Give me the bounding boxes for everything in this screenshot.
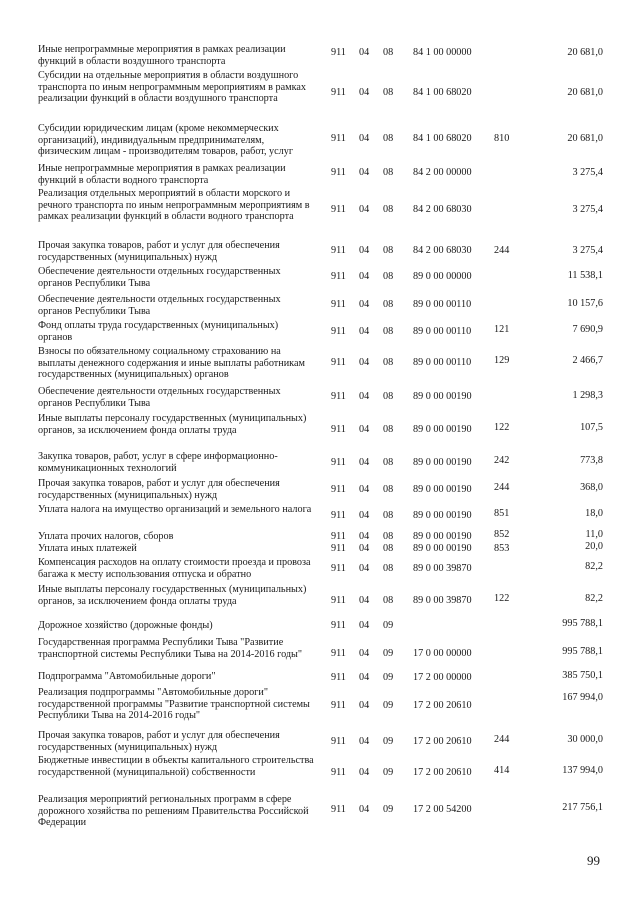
row-name: Иные непрограммные мероприятия в рамках реализации функций в области воздушного транспорта <box>38 44 286 67</box>
row-sum: 995 788,1 <box>562 618 603 629</box>
row-name: Реализация мероприятий региональных программ в сфере дорожного хозяйства по решениям Правительства Российской Федерации <box>38 794 309 828</box>
row-target-article: 84 1 00 68020 <box>413 87 472 98</box>
row-section: 04 <box>359 563 370 574</box>
row-ved: 911 <box>331 167 346 178</box>
row-ved: 911 <box>331 271 346 282</box>
row-target-article: 89 0 00 39870 <box>413 563 472 574</box>
row-ved: 911 <box>331 672 346 683</box>
row-subsection: 09 <box>383 648 394 659</box>
row-subsection: 09 <box>383 804 394 815</box>
row-name: Уплата прочих налогов, сборов <box>38 531 174 542</box>
row-subsection: 08 <box>383 357 394 368</box>
row-expense-type: 852 <box>494 529 510 540</box>
row-sum: 1 298,3 <box>572 390 603 401</box>
row-section: 04 <box>359 767 370 778</box>
row-subsection: 08 <box>383 204 394 215</box>
row-sum: 137 994,0 <box>562 765 603 776</box>
row-target-article: 89 0 00 00190 <box>413 543 472 554</box>
row-name: Уплата налога на имущество организаций и земельного налога <box>38 504 312 515</box>
row-section: 04 <box>359 424 370 435</box>
row-sum: 368,0 <box>580 482 603 493</box>
row-sum: 7 690,9 <box>572 324 603 335</box>
row-section: 04 <box>359 357 370 368</box>
row-name: Субсидии юридическим лицам (кроме некоммерческих организаций), индивидуальным предпринимателям, физическим лицам - производителям товаров, работ, услуг <box>38 123 294 157</box>
row-ved: 911 <box>331 736 346 747</box>
row-ved: 911 <box>331 543 346 554</box>
row-ved: 911 <box>331 767 346 778</box>
row-name: Дорожное хозяйство (дорожные фонды) <box>38 620 213 631</box>
row-sum: 3 275,4 <box>572 167 603 178</box>
row-ved: 911 <box>331 484 346 495</box>
row-section: 04 <box>359 531 370 542</box>
row-sum: 11 538,1 <box>567 270 603 281</box>
row-name: Реализация отдельных мероприятий в области морского и речного транспорта по иным непрограммным мероприятиям в рамках реализации функций в области водного транспорта <box>38 188 310 222</box>
row-sum: 30 000,0 <box>567 734 603 745</box>
row-section: 04 <box>359 736 370 747</box>
row-ved: 911 <box>331 700 346 711</box>
row-name: Компенсация расходов на оплату стоимости проезда и провоза багажа к месту использования отпуска и обратно <box>38 557 311 580</box>
row-target-article: 17 2 00 00000 <box>413 672 472 683</box>
row-sum: 18,0 <box>585 508 603 519</box>
row-section: 04 <box>359 245 370 256</box>
row-ved: 911 <box>331 457 346 468</box>
row-subsection: 08 <box>383 326 394 337</box>
row-section: 04 <box>359 543 370 554</box>
row-section: 04 <box>359 299 370 310</box>
row-target-article: 17 0 00 00000 <box>413 648 472 659</box>
row-sum: 20 681,0 <box>567 87 603 98</box>
row-sum: 995 788,1 <box>562 646 603 657</box>
row-subsection: 08 <box>383 87 394 98</box>
row-section: 04 <box>359 510 370 521</box>
row-ved: 911 <box>331 510 346 521</box>
row-name: Иные непрограммные мероприятия в рамках реализации функций в области водного транспорта <box>38 163 286 186</box>
row-section: 04 <box>359 391 370 402</box>
row-subsection: 08 <box>383 510 394 521</box>
row-target-article: 89 0 00 00190 <box>413 424 472 435</box>
row-sum: 20 681,0 <box>567 47 603 58</box>
row-subsection: 08 <box>383 245 394 256</box>
row-ved: 911 <box>331 563 346 574</box>
row-ved: 911 <box>331 357 346 368</box>
row-name: Иные выплаты персоналу государственных (муниципальных) органов, за исключением фонда оплаты труда <box>38 584 307 607</box>
row-ved: 911 <box>331 804 346 815</box>
row-subsection: 08 <box>383 167 394 178</box>
row-name: Прочая закупка товаров, работ и услуг для обеспечения государственных (муниципальных) нужд <box>38 240 280 263</box>
row-target-article: 89 0 00 00110 <box>413 357 472 368</box>
row-section: 04 <box>359 672 370 683</box>
row-target-article: 84 1 00 68020 <box>413 133 472 144</box>
row-ved: 911 <box>331 595 346 606</box>
row-name: Подпрограмма "Автомобильные дороги" <box>38 671 216 682</box>
row-subsection: 09 <box>383 767 394 778</box>
row-target-article: 17 2 00 54200 <box>413 804 472 815</box>
row-target-article: 89 0 00 00190 <box>413 457 472 468</box>
row-name: Реализация подпрограммы "Автомобильные дороги" государственной программы "Развитие транспортной системы Республики Тыва на 2014-2016 годы" <box>38 687 310 721</box>
row-target-article: 84 2 00 68030 <box>413 204 472 215</box>
row-section: 04 <box>359 87 370 98</box>
row-section: 04 <box>359 133 370 144</box>
row-ved: 911 <box>331 648 346 659</box>
row-target-article: 84 1 00 00000 <box>413 47 472 58</box>
row-ved: 911 <box>331 133 346 144</box>
row-target-article: 89 0 00 00110 <box>413 326 472 337</box>
row-sum: 107,5 <box>580 422 603 433</box>
row-sum: 2 466,7 <box>572 355 603 366</box>
row-name: Государственная программа Республики Тыва "Развитие транспортной системы Республики Тыва на 2014-2016 годы" <box>38 637 303 660</box>
row-subsection: 08 <box>383 47 394 58</box>
row-section: 04 <box>359 271 370 282</box>
row-subsection: 08 <box>383 299 394 310</box>
row-section: 04 <box>359 595 370 606</box>
row-name: Прочая закупка товаров, работ и услуг для обеспечения государственных (муниципальных) нужд <box>38 478 280 501</box>
row-subsection: 08 <box>383 271 394 282</box>
row-name: Иные выплаты персоналу государственных (муниципальных) органов, за исключением фонда оплаты труда <box>38 413 307 436</box>
row-ved: 911 <box>331 424 346 435</box>
row-section: 04 <box>359 804 370 815</box>
row-expense-type: 810 <box>494 133 510 144</box>
row-ved: 911 <box>331 87 346 98</box>
row-expense-type: 122 <box>494 593 510 604</box>
row-subsection: 08 <box>383 457 394 468</box>
row-name: Бюджетные инвестиции в объекты капитального строительства государственной (муниципальной) собственности <box>38 755 314 778</box>
row-expense-type: 244 <box>494 482 510 493</box>
row-sum: 3 275,4 <box>572 245 603 256</box>
row-expense-type: 129 <box>494 355 510 366</box>
row-subsection: 08 <box>383 424 394 435</box>
row-sum: 11,0 <box>585 529 603 540</box>
row-ved: 911 <box>331 391 346 402</box>
row-expense-type: 244 <box>494 245 510 256</box>
row-subsection: 09 <box>383 736 394 747</box>
row-name: Обеспечение деятельности отдельных государственных органов Республики Тыва <box>38 294 281 317</box>
row-ved: 911 <box>331 245 346 256</box>
row-section: 04 <box>359 47 370 58</box>
row-sum: 10 157,6 <box>567 298 603 309</box>
row-target-article: 17 2 00 20610 <box>413 700 472 711</box>
row-expense-type: 853 <box>494 543 510 554</box>
row-target-article: 89 0 00 00000 <box>413 271 472 282</box>
row-sum: 773,8 <box>580 455 603 466</box>
row-name: Уплата иных платежей <box>38 543 137 554</box>
row-subsection: 09 <box>383 700 394 711</box>
row-ved: 911 <box>331 299 346 310</box>
row-subsection: 09 <box>383 620 394 631</box>
row-target-article: 17 2 00 20610 <box>413 736 472 747</box>
row-target-article: 17 2 00 20610 <box>413 767 472 778</box>
row-section: 04 <box>359 484 370 495</box>
row-section: 04 <box>359 167 370 178</box>
row-target-article: 89 0 00 00190 <box>413 510 472 521</box>
row-name: Обеспечение деятельности отдельных государственных органов Республики Тыва <box>38 386 281 409</box>
row-ved: 911 <box>331 47 346 58</box>
row-sum: 217 756,1 <box>562 802 603 813</box>
row-name: Закупка товаров, работ, услуг в сфере информационно-коммуникационных технологий <box>38 451 278 474</box>
row-subsection: 08 <box>383 391 394 402</box>
row-ved: 911 <box>331 531 346 542</box>
row-subsection: 08 <box>383 133 394 144</box>
row-target-article: 89 0 00 00190 <box>413 531 472 542</box>
row-section: 04 <box>359 620 370 631</box>
row-sum: 20,0 <box>585 541 603 552</box>
row-subsection: 08 <box>383 543 394 554</box>
row-subsection: 08 <box>383 484 394 495</box>
row-sum: 82,2 <box>585 593 603 604</box>
row-expense-type: 851 <box>494 508 510 519</box>
row-target-article: 89 0 00 00190 <box>413 391 472 402</box>
row-expense-type: 121 <box>494 324 510 335</box>
row-expense-type: 414 <box>494 765 510 776</box>
row-name: Взносы по обязательному социальному страхованию на выплаты денежного содержания и иные выплаты работникам государственных (муниципальных) органов <box>38 346 305 380</box>
row-target-article: 89 0 00 00110 <box>413 299 472 310</box>
row-target-article: 89 0 00 39870 <box>413 595 472 606</box>
row-expense-type: 244 <box>494 734 510 745</box>
row-section: 04 <box>359 204 370 215</box>
row-expense-type: 122 <box>494 422 510 433</box>
row-target-article: 89 0 00 00190 <box>413 484 472 495</box>
row-subsection: 09 <box>383 672 394 683</box>
row-name: Прочая закупка товаров, работ и услуг для обеспечения государственных (муниципальных) нужд <box>38 730 280 753</box>
row-target-article: 84 2 00 00000 <box>413 167 472 178</box>
row-ved: 911 <box>331 326 346 337</box>
row-section: 04 <box>359 700 370 711</box>
row-subsection: 08 <box>383 531 394 542</box>
row-section: 04 <box>359 648 370 659</box>
row-ved: 911 <box>331 620 346 631</box>
row-sum: 3 275,4 <box>572 204 603 215</box>
row-sum: 167 994,0 <box>562 692 603 703</box>
row-section: 04 <box>359 326 370 337</box>
row-sum: 82,2 <box>585 561 603 572</box>
row-sum: 385 750,1 <box>562 670 603 681</box>
row-name: Обеспечение деятельности отдельных государственных органов Республики Тыва <box>38 266 281 289</box>
page-number: 99 <box>587 853 600 868</box>
row-name: Фонд оплаты труда государственных (муниципальных) органов <box>38 320 279 343</box>
row-section: 04 <box>359 457 370 468</box>
row-expense-type: 242 <box>494 455 510 466</box>
row-target-article: 84 2 00 68030 <box>413 245 472 256</box>
row-sum: 20 681,0 <box>567 133 603 144</box>
row-ved: 911 <box>331 204 346 215</box>
row-name: Субсидии на отдельные мероприятия в области воздушного транспорта по иным непрограммным мероприятиям в рамках реализации функций в области воздушного транспорта <box>38 70 306 104</box>
row-subsection: 08 <box>383 563 394 574</box>
row-subsection: 08 <box>383 595 394 606</box>
